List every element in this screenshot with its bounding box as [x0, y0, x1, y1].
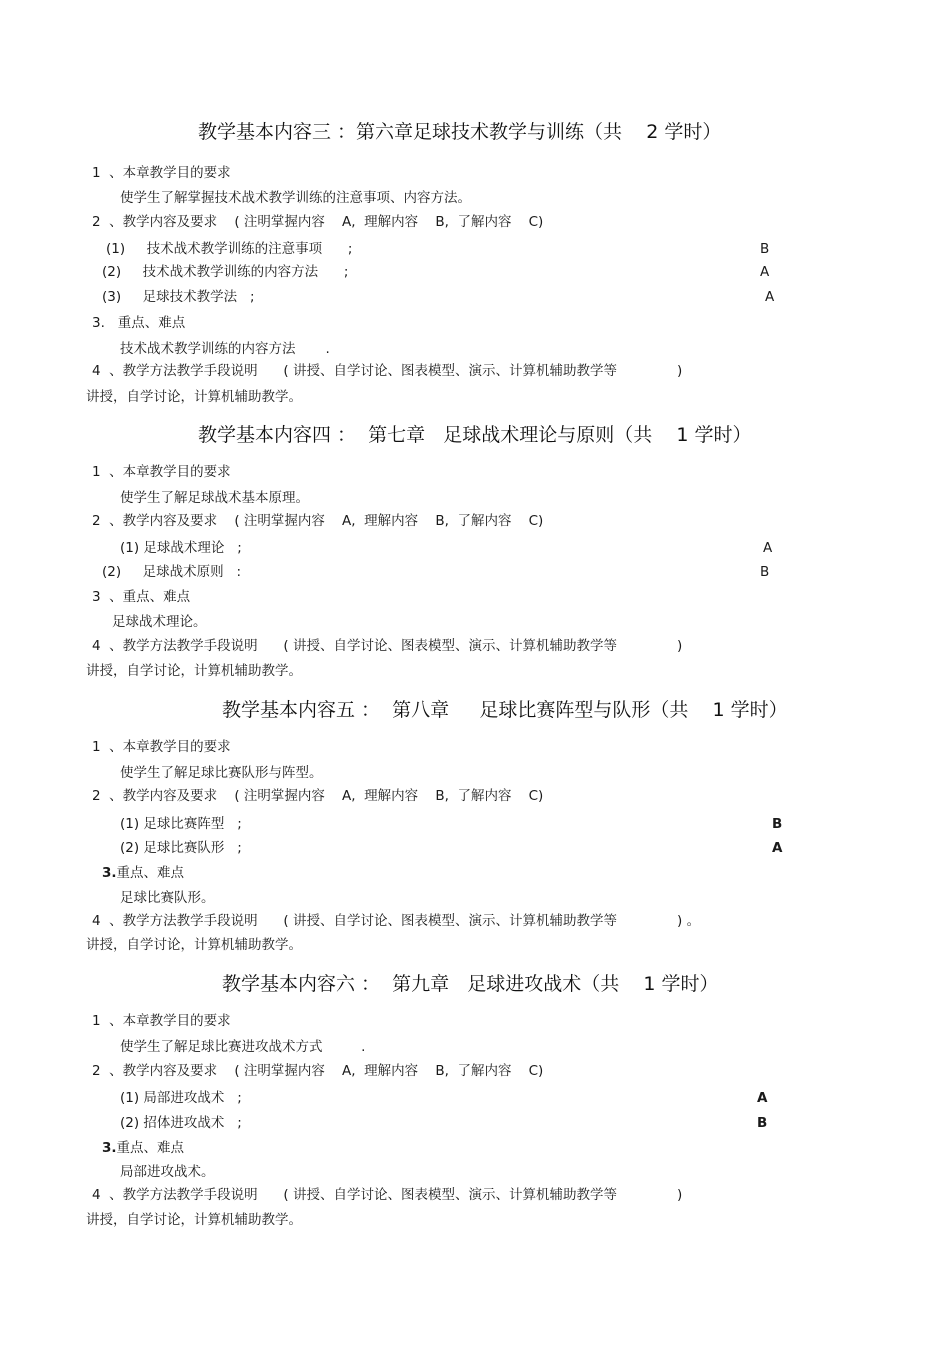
- method-text: 讲授，自学讨论，计算机辅助教学。: [86, 937, 302, 953]
- section-title: 教学基本内容六 ： 第九章 足球进攻战术（共 1 学时）: [222, 973, 719, 995]
- objective-text: 使学生了解足球比赛进攻战术方式 .: [120, 1039, 366, 1055]
- objective-heading: 1 、本章教学目的要求: [92, 165, 231, 181]
- content-item: (1) 足球战术理论 ;: [120, 540, 242, 556]
- content-item-grade: B: [760, 564, 770, 580]
- method-heading: 4 、教学方法教学手段说明 ( 讲授、自学讨论、图表模型、演示、计算机辅助教学等 ) 。: [92, 913, 701, 929]
- key-text: 足球战术理论。: [112, 614, 207, 630]
- key-heading-number: 3.: [102, 1140, 117, 1156]
- content-item: (2) 招体进攻战术 ;: [120, 1115, 242, 1131]
- content-item-grade: B: [772, 816, 783, 832]
- content-item-grade: B: [760, 241, 770, 257]
- objective-heading: 1 、本章教学目的要求: [92, 739, 231, 755]
- section-title: 教学基本内容四 ： 第七章 足球战术理论与原则（共 1 学时）: [198, 424, 752, 446]
- objective-text: 使学生了解掌握技术战术教学训练的注意事项、内容方法。: [120, 190, 471, 206]
- key-heading-label: 重点、难点: [116, 1140, 185, 1156]
- content-heading: 2 、教学内容及要求 ( 注明掌握内容 A, 理解内容 B, 了解内容 C): [92, 214, 544, 230]
- key-heading: [102, 865, 184, 881]
- content-item-grade: B: [757, 1115, 768, 1131]
- key-heading: [102, 1140, 184, 1156]
- key-heading-label: 重点、难点: [116, 865, 185, 881]
- method-text: 讲授，自学讨论，计算机辅助教学。: [86, 1212, 302, 1228]
- objective-heading: 1 、本章教学目的要求: [92, 1013, 231, 1029]
- content-item: (1) 足球比赛阵型 ;: [120, 816, 242, 832]
- content-heading: 2 、教学内容及要求 ( 注明掌握内容 A, 理解内容 B, 了解内容 C): [92, 788, 544, 804]
- content-item: (2) 技术战术教学训练的内容方法 ;: [102, 264, 349, 280]
- key-text: 局部进攻战术。: [120, 1164, 215, 1180]
- section-title: 教学基本内容三 ：第六章足球技术教学与训练（共 2 学时）: [198, 121, 722, 143]
- content-item: (3) 足球技术教学法 ;: [102, 289, 255, 305]
- objective-text: 使学生了解足球战术基本原理。: [120, 490, 309, 506]
- method-heading: 4 、教学方法教学手段说明 ( 讲授、自学讨论、图表模型、演示、计算机辅助教学等 ): [92, 363, 683, 379]
- content-item: (1) 技术战术教学训练的注意事项 ;: [106, 241, 353, 257]
- method-text: 讲授，自学讨论，计算机辅助教学。: [86, 389, 302, 405]
- content-item-grade: A: [757, 1090, 768, 1106]
- section-title: 教学基本内容五 ： 第八章 足球比赛阵型与队形（共 1 学时）: [222, 699, 788, 721]
- content-heading: 2 、教学内容及要求 ( 注明掌握内容 A, 理解内容 B, 了解内容 C): [92, 513, 544, 529]
- key-text: 技术战术教学训练的内容方法 .: [120, 341, 330, 357]
- content-item: (2) 足球比赛队形 ;: [120, 840, 242, 856]
- content-heading: 2 、教学内容及要求 ( 注明掌握内容 A, 理解内容 B, 了解内容 C): [92, 1063, 544, 1079]
- content-item-grade: A: [760, 264, 770, 280]
- method-heading: 4 、教学方法教学手段说明 ( 讲授、自学讨论、图表模型、演示、计算机辅助教学等 ): [92, 1187, 683, 1203]
- content-item-grade: A: [765, 289, 775, 305]
- content-item: (1) 局部进攻战术 ;: [120, 1090, 242, 1106]
- method-heading: 4 、教学方法教学手段说明 ( 讲授、自学讨论、图表模型、演示、计算机辅助教学等 ): [92, 638, 683, 654]
- key-heading: 3 、重点、难点: [92, 589, 191, 605]
- key-heading: 3. 重点、难点: [92, 315, 186, 331]
- key-text: 足球比赛队形。: [120, 890, 215, 906]
- objective-heading: 1 、本章教学目的要求: [92, 464, 231, 480]
- key-heading-number: 3.: [102, 865, 117, 881]
- content-item: (2) 足球战术原则 :: [102, 564, 242, 580]
- objective-text: 使学生了解足球比赛队形与阵型。: [120, 765, 323, 781]
- method-text: 讲授，自学讨论，计算机辅助教学。: [86, 663, 302, 679]
- content-item-grade: A: [763, 540, 773, 556]
- content-item-grade: A: [772, 840, 783, 856]
